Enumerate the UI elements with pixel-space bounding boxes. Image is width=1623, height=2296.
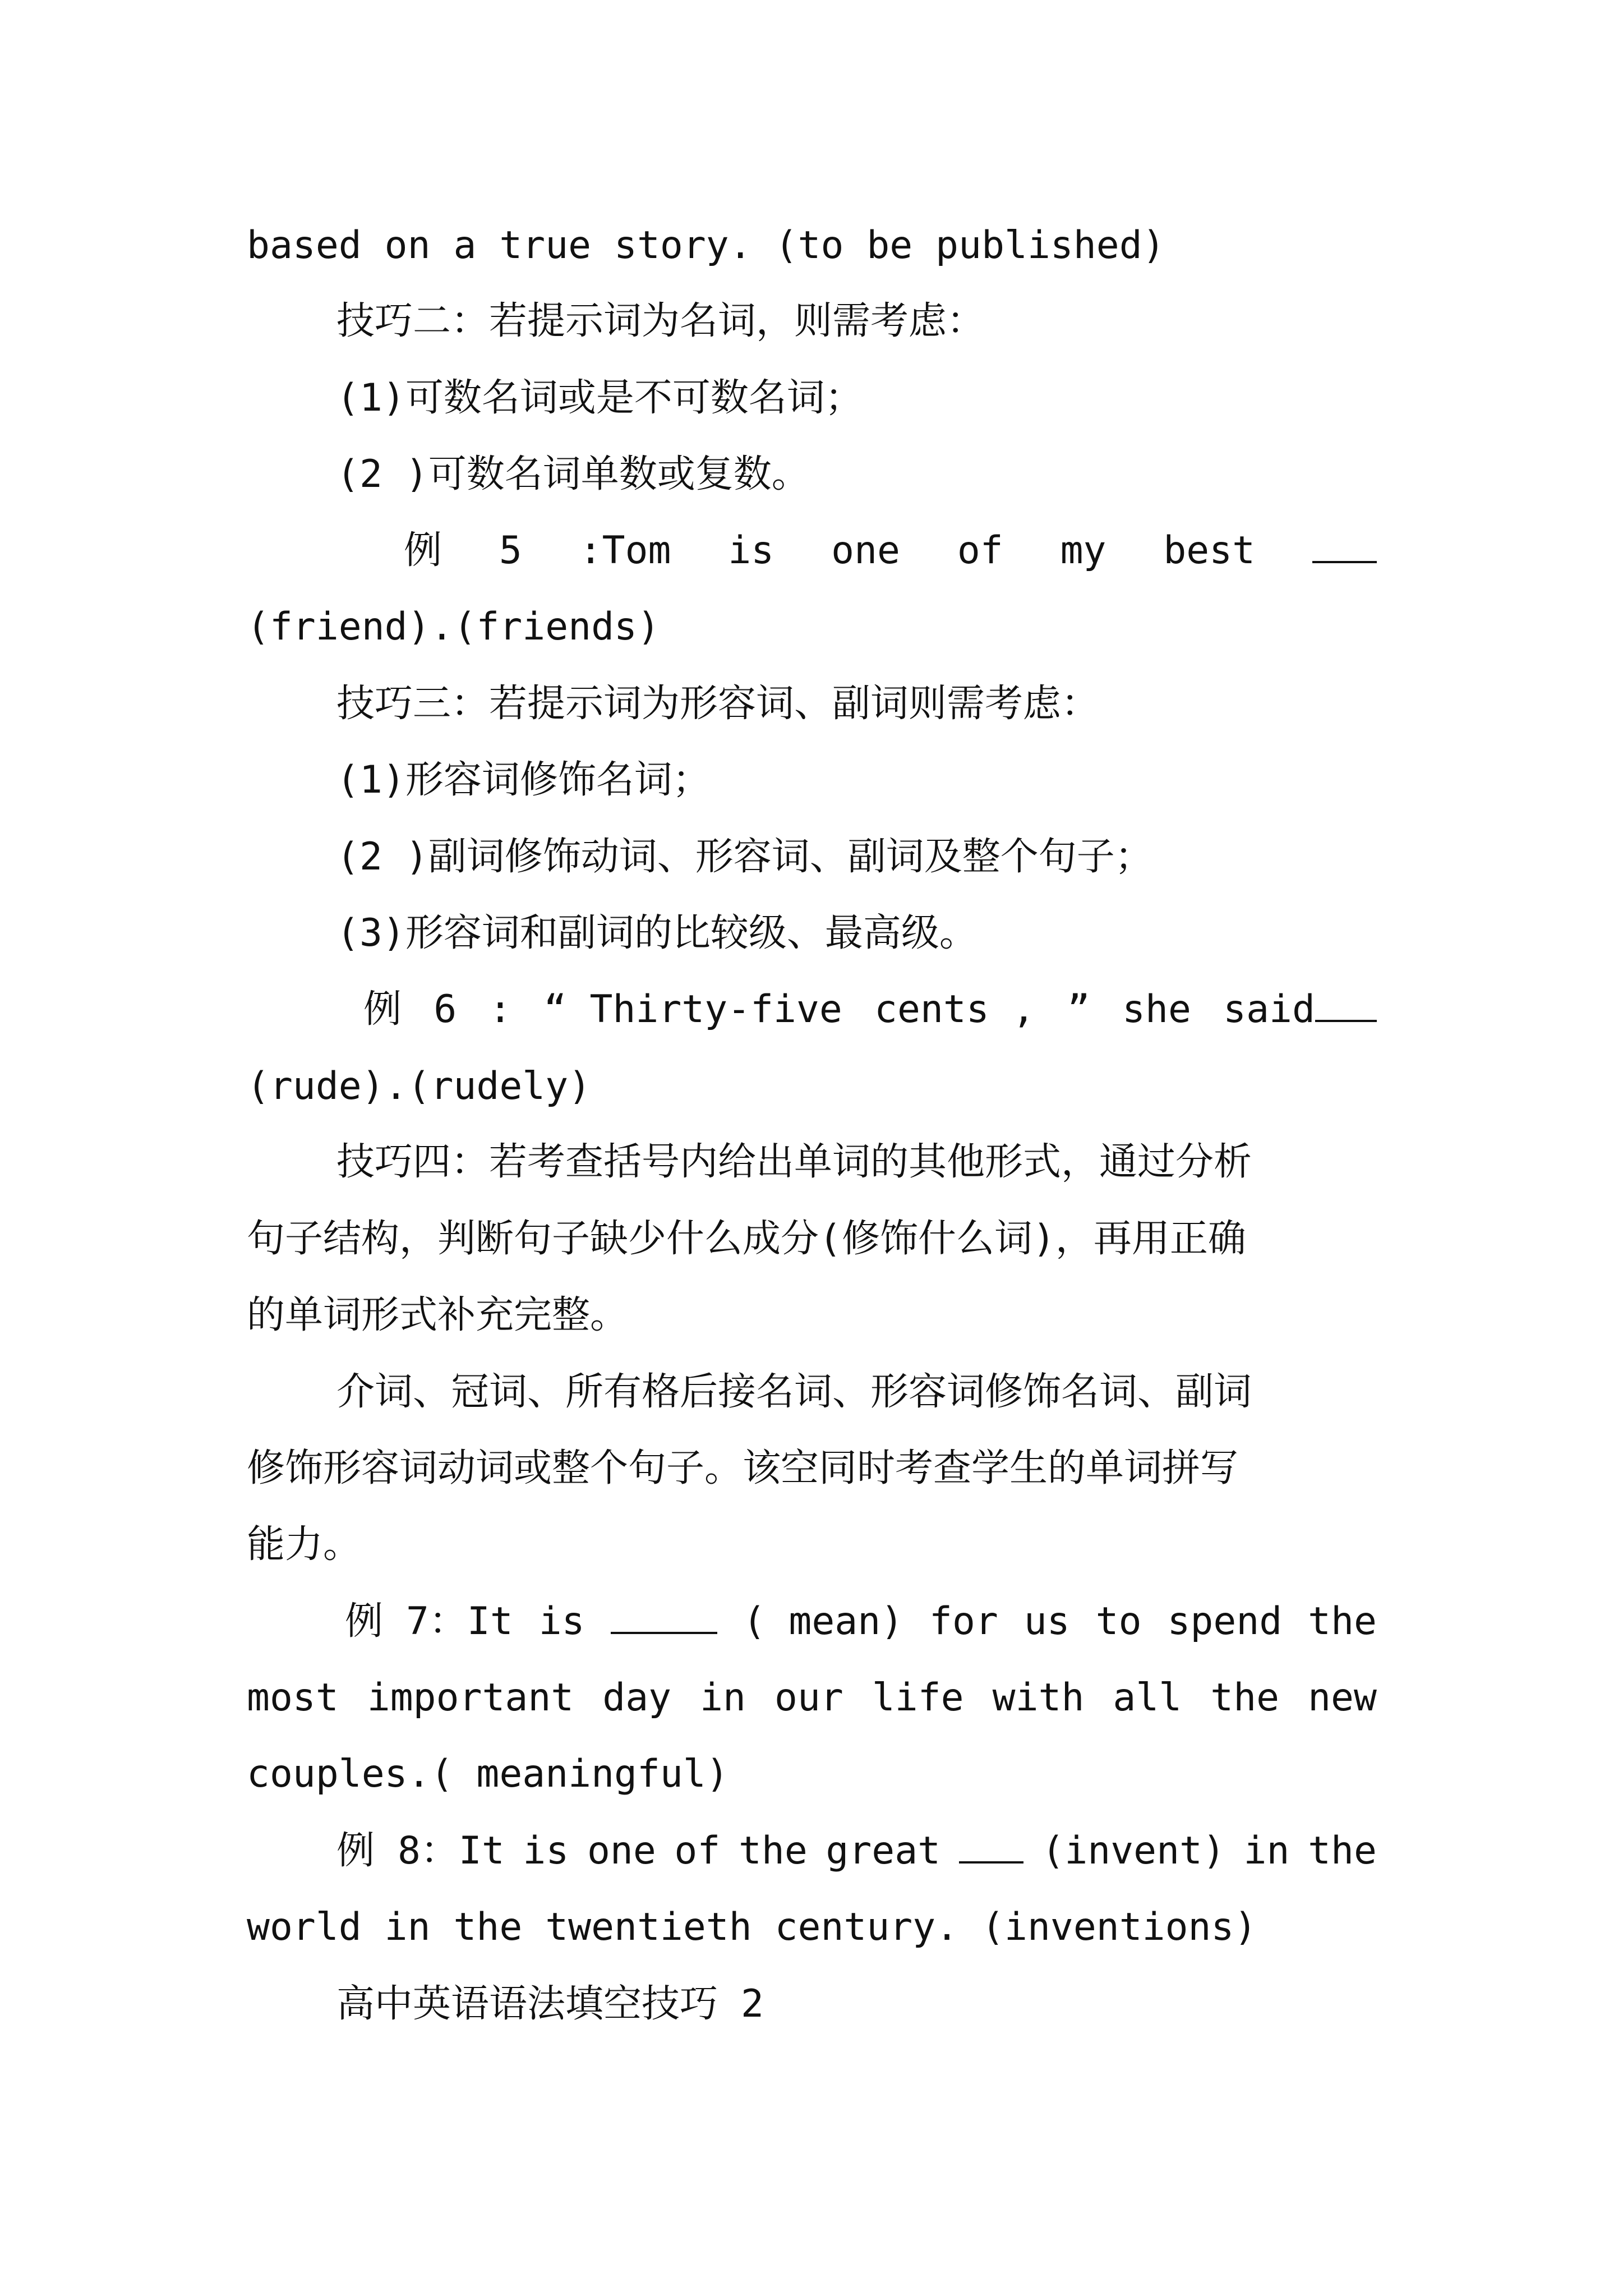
word: most	[247, 1676, 339, 1720]
word: the	[738, 1829, 808, 1873]
word: (invent)	[1041, 1829, 1225, 1873]
example-8-line	[336, 1818, 1377, 1885]
word: new	[1308, 1676, 1377, 1720]
word: of	[957, 528, 1003, 573]
example-6-line	[363, 976, 1377, 1043]
word: with	[992, 1676, 1085, 1720]
text-line: (1)可数名词或是不可数名词；	[336, 376, 863, 420]
word: she	[1122, 987, 1191, 1032]
word: 5	[499, 528, 522, 573]
word: in	[700, 1676, 746, 1720]
text-line: 介词、冠词、所有格后接名词、形容词修饰名词、副词	[336, 1370, 1252, 1414]
word: the	[1308, 1599, 1377, 1644]
word: ( mean)	[743, 1599, 904, 1644]
word: for	[929, 1599, 998, 1644]
word: us	[1023, 1599, 1070, 1644]
text-line: (rude).(rudely)	[247, 1064, 592, 1108]
word: the	[1210, 1676, 1280, 1720]
answer-blank	[1315, 979, 1377, 1022]
text-line: (friend).(friends)	[247, 605, 660, 649]
word: of	[674, 1829, 721, 1873]
word: one	[587, 1829, 656, 1873]
text-line: couples.( meaningful)	[247, 1752, 729, 1796]
example-7-line	[345, 1588, 1377, 1655]
tip-four-heading: 技巧四：若考查括号内给出单词的其他形式，通过分析	[336, 1140, 1252, 1184]
text-line: (2 )副词修饰动词、形容词、副词及整个句子；	[336, 835, 1153, 879]
tip-three-heading: 技巧三：若提示词为形容词、副词则需考虑：	[336, 682, 1100, 726]
section-heading: 高中英语语法填空技巧 2	[336, 1982, 764, 2026]
word: 例	[404, 528, 442, 573]
word: our	[774, 1676, 843, 1720]
word: 例 7：It	[345, 1599, 513, 1644]
text-line: (2 )可数名词单数或复数。	[336, 452, 810, 496]
answer-blank	[611, 1591, 717, 1634]
example-5-line	[404, 517, 1377, 585]
word: is	[728, 528, 774, 573]
word: “ Thirty-five	[543, 987, 842, 1032]
text-line: based on a true story. (to be published)	[247, 223, 1165, 268]
word: 6	[434, 987, 457, 1032]
word: life	[872, 1676, 964, 1720]
word: important	[367, 1676, 574, 1720]
word: cents ,	[874, 987, 1035, 1032]
text-line: (1)形容词修饰名词；	[336, 758, 711, 802]
text-line: (3)形容词和副词的比较级、最高级。	[336, 911, 978, 955]
word: the	[1308, 1829, 1377, 1873]
word: 例 8：It	[336, 1829, 505, 1873]
word: is	[523, 1829, 569, 1873]
text-line: 句子结构，判断句子缺少什么成分(修饰什么词)，再用正确	[247, 1217, 1246, 1261]
word-with-blank	[1223, 976, 1377, 1043]
word: best	[1163, 528, 1256, 573]
word: 例	[363, 987, 402, 1032]
word: is	[538, 1599, 585, 1644]
tip-two-heading: 技巧二：若提示词为名词，则需考虑：	[336, 299, 985, 343]
word: day	[602, 1676, 672, 1720]
word: in	[1243, 1829, 1290, 1873]
word: spend	[1167, 1599, 1283, 1644]
word: said	[1223, 987, 1315, 1032]
answer-blank	[1312, 521, 1377, 563]
text-line: 修饰形容词动词或整个句子。该空同时考查学生的单词拼写	[247, 1446, 1239, 1490]
word: one	[831, 528, 900, 573]
word: great	[826, 1829, 941, 1873]
word: :	[488, 987, 512, 1032]
word: all	[1113, 1676, 1182, 1720]
word: ”	[1067, 987, 1090, 1032]
word: :Tom	[579, 528, 671, 573]
text-line: world in the twentieth century. (inventions)	[247, 1905, 1257, 1949]
answer-blank	[959, 1821, 1023, 1864]
text-line	[247, 1664, 1377, 1732]
word: my	[1060, 528, 1106, 573]
text-line: 的单词形式补充完整。	[247, 1293, 629, 1337]
word: to	[1095, 1599, 1142, 1644]
text-line: 能力。	[247, 1522, 362, 1567]
